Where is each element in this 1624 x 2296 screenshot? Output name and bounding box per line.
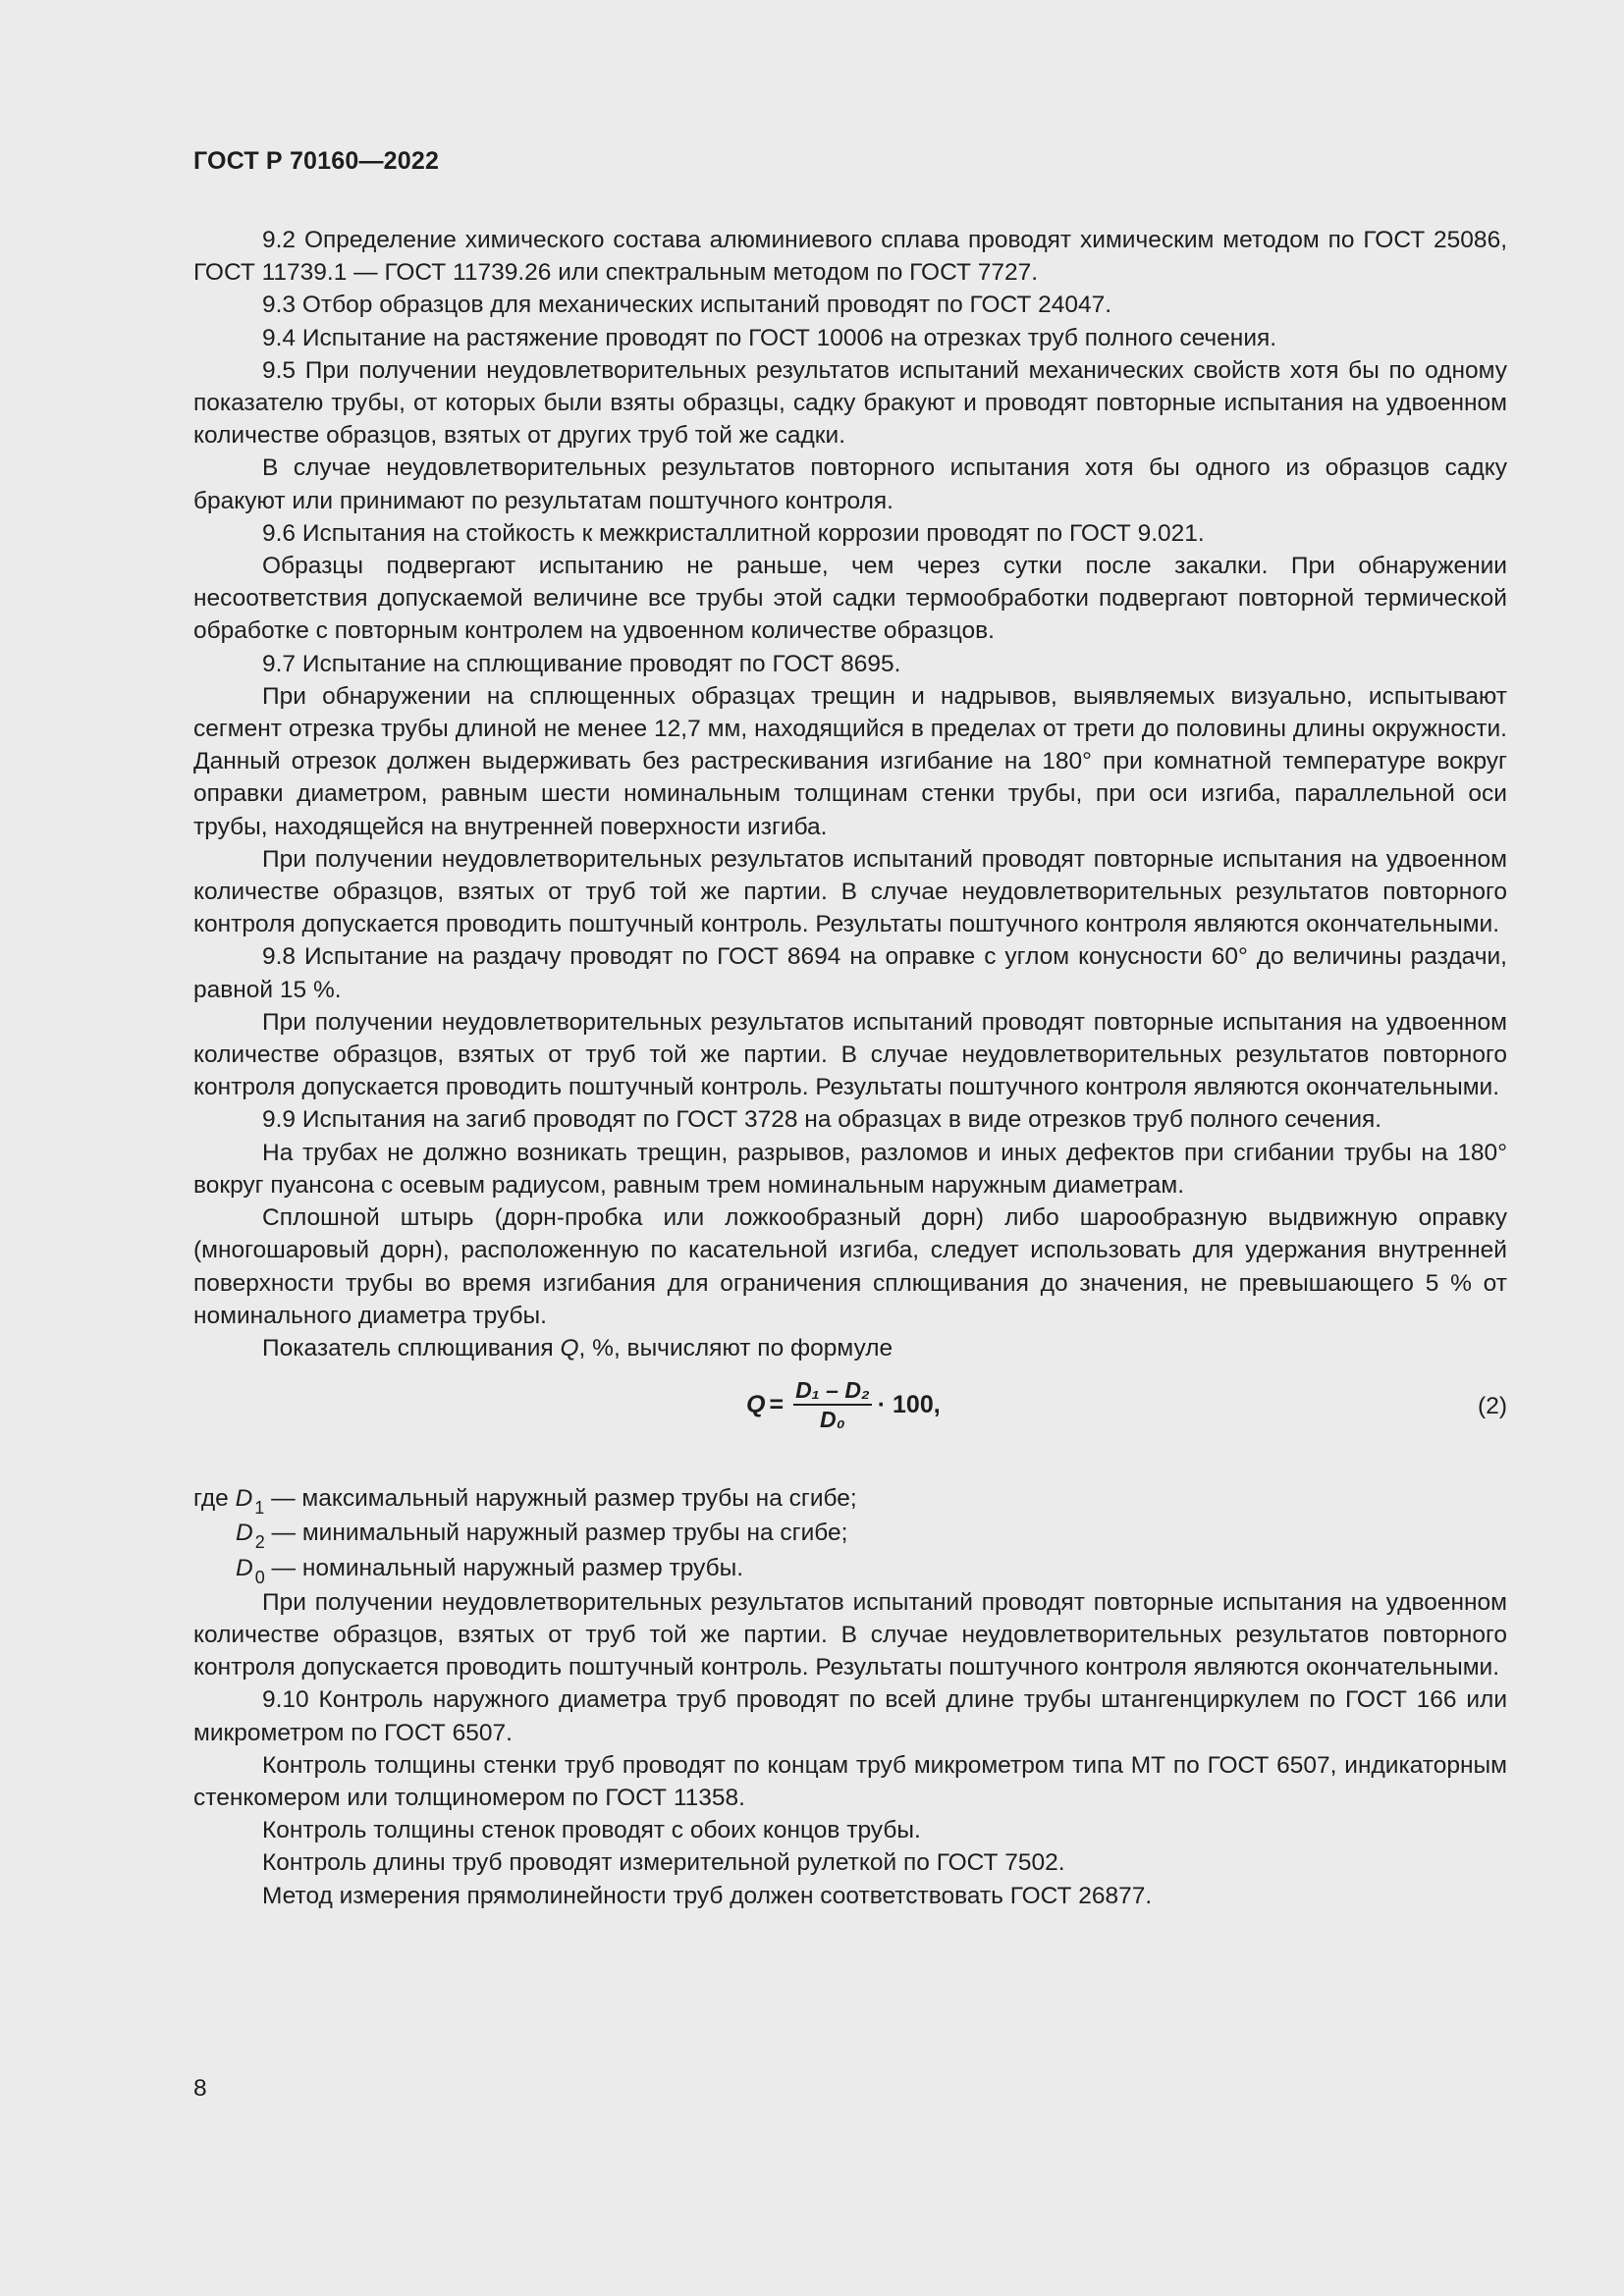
paragraph: 9.8 Испытание на раздачу проводят по ГОСТ 8694 на оправке с углом конусности 60° до величины раздачи, равной 15 %. [193,943,1507,1003]
paragraph: При получении неудовлетворительных результатов испытаний проводят повторные испытания на удвоенном количестве образцов, взятых от труб той же партии. В случае неудовлетворительных результатов повторного контроля допускается проводить поштучный контроль. Результаты поштучного контроля являются окончательными. [193,1008,1507,1101]
paragraph: При получении неудовлетворительных результатов испытаний проводят повторные испытания на удвоенном количестве образцов, взятых от труб той же партии. В случае неудовлетворительных результатов повторного контроля допускается проводить поштучный контроль. Результаты поштучного контроля являются окончательными. [193,1588,1507,1682]
legend-sub: 0 [254,1567,265,1587]
document-body [193,224,1507,1912]
formula-numerator: D₁ – D₂ [793,1376,872,1406]
legend-text: — максимальный наружный размер трубы на сгибе; [264,1485,857,1513]
formula-intro [193,1332,1507,1364]
paragraph: Контроль толщины стенок проводят с обоих концов трубы. [262,1817,921,1844]
formula-denominator: D₀ [820,1407,845,1433]
paragraph: 9.4 Испытание на растяжение проводят по ГОСТ 10006 на отрезках труб полного сечения. [262,324,1277,351]
formula [746,1376,941,1433]
legend-text: — номинальный наружный размер трубы. [264,1554,744,1581]
legend-text: — минимальный наружный размер трубы на сгибе; [264,1520,848,1547]
paragraph: 9.6 Испытания на стойкость к межкристаллитной коррозии проводят по ГОСТ 9.021. [262,519,1205,547]
paragraph: Контроль длины труб проводят измерительной рулеткой по ГОСТ 7502. [262,1849,1065,1877]
equation-number: (2) [1478,1393,1507,1420]
legend-item [193,1517,1507,1551]
paragraph: 9.10 Контроль наружного диаметра труб проводят по всей длине трубы штангенциркулем по ГОСТ 166 или микрометром по ГОСТ 6507. [193,1686,1507,1746]
legend-var: D [235,1485,253,1513]
paragraph: 9.9 Испытания на загиб проводят по ГОСТ 3728 на образцах в виде отрезков труб полного сечения. [262,1106,1382,1134]
paragraph: Контроль толщины стенки труб проводят по концам труб микрометром типа МТ по ГОСТ 6507, индикаторным стенкомером или толщиномером по ГОСТ 11358. [193,1751,1507,1811]
formula-tail: · 100, [877,1390,941,1418]
formula-lhs: Q [746,1390,766,1418]
legend-var: D [236,1520,253,1547]
paragraph: В случае неудовлетворительных результатов повторного испытания хотя бы одного из образцов садку бракуют или принимают по результатам поштучного контроля. [193,454,1507,514]
paragraph: При обнаружении на сплющенных образцах трещин и надрывов, выявляемых визуально, испытывают сегмент отрезка трубы длиной не менее 12,7 мм, находящийся в пределах от трети до половины длины окружности. Данный отрезок должен выдерживать без растрескивания изгибание на 180° при комнатной температуре вокруг оправки диаметром, равным шести номинальным толщинам стенки трубы, при оси изгиба, параллельной оси трубы, находящейся на внутренней поверхности изгиба. [193,682,1507,840]
paragraph: При получении неудовлетворительных результатов испытаний проводят повторные испытания на удвоенном количестве образцов, взятых от труб той же партии. В случае неудовлетворительных результатов повторного контроля допускается проводить поштучный контроль. Результаты поштучного контроля являются окончательными. [193,845,1507,938]
formula-intro-before: Показатель сплющивания [262,1334,561,1362]
paragraph: 9.7 Испытание на сплющивание проводят по ГОСТ 8695. [262,650,901,677]
formula-intro-after: , %, вычисляют по формуле [578,1334,893,1362]
paragraph: 9.5 При получении неудовлетворительных результатов испытаний механических свойств хотя бы по одному показателю трубы, от которых были взяты образцы, садку бракуют и проводят повторные испытания на удвоенном количестве образцов, взятых от других труб той же садки. [193,356,1507,450]
legend-item [193,1552,1507,1586]
formula-equals: = [769,1390,785,1418]
formula-intro-var: Q [560,1334,579,1362]
legend-sub: 2 [254,1532,265,1553]
paragraph: Образцы подвергают испытанию не раньше, чем через сутки после закалки. При обнаружении несоответствия допускаемой величине все трубы этой садки термообработки подвергают повторной термической обработке с повторным контролем на удвоенном количестве образцов. [193,553,1507,645]
legend-prefix: где [193,1485,236,1513]
formula-block [193,1370,1507,1465]
document-header: ГОСТ Р 70160—2022 [193,147,440,175]
paragraph: 9.3 Отбор образцов для механических испытаний проводят по ГОСТ 24047. [262,292,1112,319]
paragraph: 9.2 Определение химического состава алюминиевого сплава проводят химическим методом по ГОСТ 25086, ГОСТ 11739.1 — ГОСТ 11739.26 или спектральным методом по ГОСТ 7727. [193,227,1507,287]
legend-item [193,1482,1507,1517]
legend-var: D [236,1554,253,1581]
paragraph: На трубах не должно возникать трещин, разрывов, разломов и иных дефектов при сгибании трубы на 180° вокруг пуансона с осевым радиусом, равным трем номинальным наружным диаметрам. [193,1139,1507,1199]
page-number: 8 [193,2075,207,2102]
formula-fraction [793,1376,872,1433]
paragraph: Метод измерения прямолинейности труб должен соответствовать ГОСТ 26877. [262,1882,1153,1909]
legend-sub: 1 [254,1498,265,1519]
paragraph: Сплошной штырь (дорн-пробка или ложкообразный дорн) либо шарообразную выдвижную оправку (многошаровый дорн), расположенную по касательной изгиба, следует использовать для удержания внутренней поверхности трубы во время изгибания для ограничения сплющивания до значения, не превышающего 5 % от номинального диаметра трубы. [193,1204,1507,1329]
